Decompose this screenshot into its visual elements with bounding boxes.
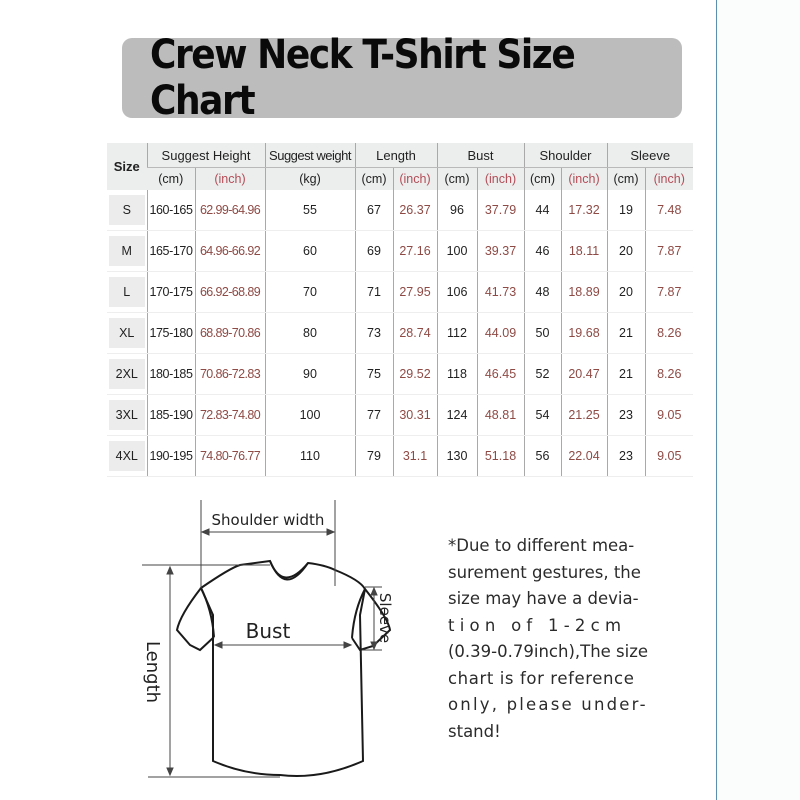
- shoulder-cm-cell: 50: [524, 313, 561, 354]
- size-label: L: [109, 277, 145, 307]
- sleeve-in-cell: 9.05: [645, 436, 693, 477]
- bust-in-cell: 51.18: [477, 436, 524, 477]
- weight-kg-cell: 80: [265, 313, 355, 354]
- tshirt-outline-icon: [177, 561, 390, 776]
- bust-cm-cell: 112: [437, 313, 477, 354]
- height-in-cell: 72.83-74.80: [195, 395, 265, 436]
- size-cell: [107, 313, 147, 354]
- height-in-cell: 66.92-68.89: [195, 272, 265, 313]
- bust-in-cell: 39.37: [477, 231, 524, 272]
- unit-cm: (cm): [437, 168, 477, 191]
- length-cm-cell: 75: [355, 354, 393, 395]
- sleeve-in-cell: 9.05: [645, 395, 693, 436]
- size-cell: [107, 436, 147, 477]
- note-line: t i o n o f 1 - 2 c m: [448, 615, 622, 635]
- unit-cm: (cm): [355, 168, 393, 191]
- weight-kg-cell: 110: [265, 436, 355, 477]
- measurement-disclaimer: [448, 533, 658, 745]
- bust-label: Bust: [245, 619, 291, 643]
- length-cm-cell: 73: [355, 313, 393, 354]
- table-row: [107, 190, 693, 231]
- tshirt-measurement-diagram: [130, 490, 410, 790]
- table-row: [107, 354, 693, 395]
- height-in-cell: 64.96-66.92: [195, 231, 265, 272]
- weight-kg-cell: 90: [265, 354, 355, 395]
- bust-cm-cell: 118: [437, 354, 477, 395]
- unit-inch: (inch): [645, 168, 693, 191]
- note-line: *Due to different mea-: [448, 536, 635, 555]
- height-cm-cell: 165-170: [147, 231, 195, 272]
- note-line: only, please under-: [448, 695, 648, 714]
- bust-in-cell: 37.79: [477, 190, 524, 231]
- header-bust: Bust: [437, 143, 524, 168]
- shoulder-in-cell: 19.68: [561, 313, 607, 354]
- note-line: surement gestures, the: [448, 562, 641, 582]
- shoulder-in-cell: 18.89: [561, 272, 607, 313]
- unit-cm: (cm): [147, 168, 195, 191]
- height-in-cell: 74.80-76.77: [195, 436, 265, 477]
- header-row-units: [107, 168, 693, 191]
- bust-cm-cell: 96: [437, 190, 477, 231]
- length-label: Length: [142, 640, 163, 704]
- table-row: [107, 436, 693, 477]
- height-in-cell: 68.89-70.86: [195, 313, 265, 354]
- sleeve-cm-cell: 21: [607, 313, 645, 354]
- note-line: size may have a devia-: [448, 589, 639, 608]
- shoulder-cm-cell: 48: [524, 272, 561, 313]
- size-cell: [107, 272, 147, 313]
- weight-kg-cell: 70: [265, 272, 355, 313]
- height-cm-cell: 190-195: [147, 436, 195, 477]
- size-cell: [107, 190, 147, 231]
- sleeve-cm-cell: 20: [607, 231, 645, 272]
- length-in-cell: 26.37: [393, 190, 437, 231]
- unit-inch: (inch): [195, 168, 265, 191]
- note-line: (0.39-0.79inch),The size: [448, 642, 649, 661]
- sleeve-cm-cell: 20: [607, 272, 645, 313]
- length-in-cell: 30.31: [393, 395, 437, 436]
- length-in-cell: 31.1: [393, 436, 437, 477]
- table-row: [107, 313, 693, 354]
- unit-inch: (inch): [477, 168, 524, 191]
- shoulder-cm-cell: 44: [524, 190, 561, 231]
- unit-inch: (inch): [393, 168, 437, 191]
- length-in-cell: 27.16: [393, 231, 437, 272]
- sleeve-cm-cell: 19: [607, 190, 645, 231]
- sleeve-cm-cell: 23: [607, 395, 645, 436]
- size-cell: [107, 231, 147, 272]
- shoulder-cm-cell: 54: [524, 395, 561, 436]
- length-cm-cell: 71: [355, 272, 393, 313]
- header-suggest-height: Suggest Height: [147, 143, 265, 168]
- unit-kg: (kg): [265, 168, 355, 191]
- height-in-cell: 62.99-64.96: [195, 190, 265, 231]
- length-cm-cell: 69: [355, 231, 393, 272]
- bust-in-cell: 44.09: [477, 313, 524, 354]
- sleeve-in-cell: 8.26: [645, 313, 693, 354]
- size-label: 4XL: [109, 441, 145, 471]
- bust-in-cell: 41.73: [477, 272, 524, 313]
- size-cell: [107, 395, 147, 436]
- sleeve-in-cell: 8.26: [645, 354, 693, 395]
- height-in-cell: 70.86-72.83: [195, 354, 265, 395]
- header-suggest-weight: Suggest weight: [265, 143, 355, 168]
- vertical-divider: [716, 0, 717, 800]
- table-row: [107, 231, 693, 272]
- length-in-cell: 29.52: [393, 354, 437, 395]
- bust-cm-cell: 130: [437, 436, 477, 477]
- length-cm-cell: 77: [355, 395, 393, 436]
- page-title: Crew Neck T-Shirt Size Chart: [150, 32, 575, 124]
- size-label: XL: [109, 318, 145, 348]
- size-label: M: [109, 236, 145, 266]
- bust-in-cell: 48.81: [477, 395, 524, 436]
- bust-cm-cell: 124: [437, 395, 477, 436]
- length-in-cell: 27.95: [393, 272, 437, 313]
- shoulder-cm-cell: 46: [524, 231, 561, 272]
- height-cm-cell: 170-175: [147, 272, 195, 313]
- shoulder-in-cell: 20.47: [561, 354, 607, 395]
- size-cell: [107, 354, 147, 395]
- height-cm-cell: 185-190: [147, 395, 195, 436]
- sleeve-cm-cell: 23: [607, 436, 645, 477]
- size-column-header: Size: [107, 143, 147, 190]
- table-row: [107, 272, 693, 313]
- title-banner: [122, 32, 682, 124]
- sleeve-cm-cell: 21: [607, 354, 645, 395]
- bust-in-cell: 46.45: [477, 354, 524, 395]
- height-cm-cell: 175-180: [147, 313, 195, 354]
- weight-kg-cell: 60: [265, 231, 355, 272]
- unit-cm: (cm): [607, 168, 645, 191]
- size-label: 2XL: [109, 359, 145, 389]
- shoulder-in-cell: 21.25: [561, 395, 607, 436]
- header-row-groups: [107, 143, 693, 168]
- table-row: [107, 395, 693, 436]
- length-cm-cell: 67: [355, 190, 393, 231]
- right-blank-panel: [717, 0, 800, 800]
- unit-cm: (cm): [524, 168, 561, 191]
- weight-kg-cell: 100: [265, 395, 355, 436]
- sleeve-in-cell: 7.87: [645, 272, 693, 313]
- sleeve-in-cell: 7.48: [645, 190, 693, 231]
- shoulder-in-cell: 18.11: [561, 231, 607, 272]
- header-sleeve: Sleeve: [607, 143, 693, 168]
- header-shoulder: Shoulder: [524, 143, 607, 168]
- weight-kg-cell: 55: [265, 190, 355, 231]
- height-cm-cell: 180-185: [147, 354, 195, 395]
- shoulder-cm-cell: 52: [524, 354, 561, 395]
- length-cm-cell: 79: [355, 436, 393, 477]
- size-label: 3XL: [109, 400, 145, 430]
- shoulder-in-cell: 22.04: [561, 436, 607, 477]
- bust-cm-cell: 106: [437, 272, 477, 313]
- header-length: Length: [355, 143, 437, 168]
- note-line: stand!: [448, 721, 501, 741]
- height-cm-cell: 160-165: [147, 190, 195, 231]
- length-in-cell: 28.74: [393, 313, 437, 354]
- sleeve-in-cell: 7.87: [645, 231, 693, 272]
- shoulder-in-cell: 17.32: [561, 190, 607, 231]
- unit-inch: (inch): [561, 168, 607, 191]
- bust-cm-cell: 100: [437, 231, 477, 272]
- shoulder-cm-cell: 56: [524, 436, 561, 477]
- size-chart-table: [107, 143, 693, 477]
- note-line: chart is for reference: [448, 668, 635, 688]
- size-label: S: [109, 195, 145, 225]
- sleeve-label: Sleeve: [376, 592, 394, 644]
- shoulder-width-label: Shoulder width: [211, 511, 325, 529]
